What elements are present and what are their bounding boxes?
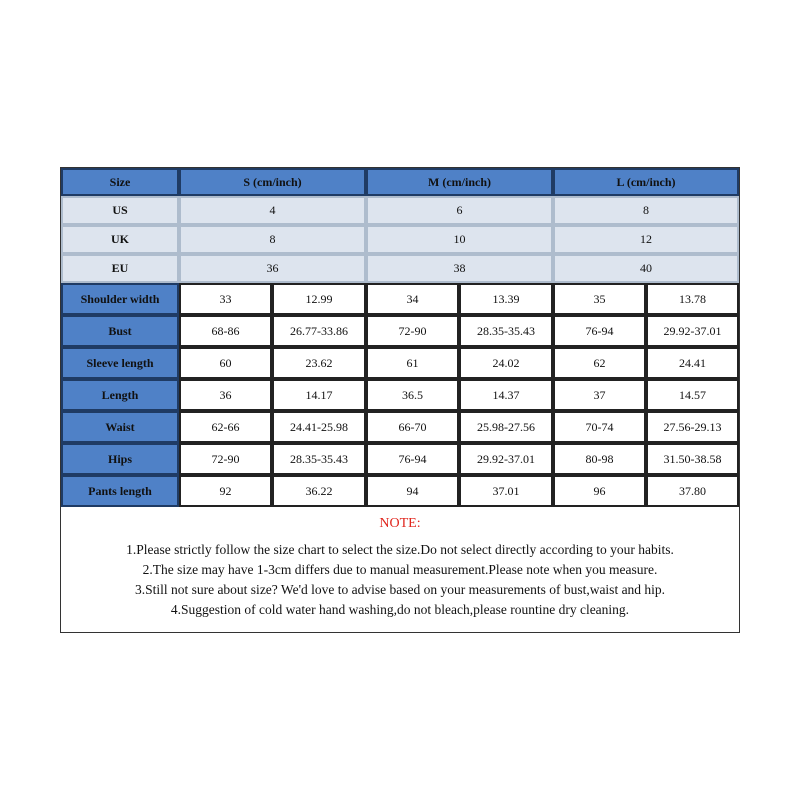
measurement-value: 70-74 xyxy=(553,411,646,443)
size-s-header: S (cm/inch) xyxy=(179,168,366,196)
measurement-label: Pants length xyxy=(61,475,179,507)
measurement-value: 80-98 xyxy=(553,443,646,475)
measurement-value: 37.01 xyxy=(459,475,553,507)
conversion-cell: 36 xyxy=(179,254,366,283)
size-header-cell: Size xyxy=(61,168,179,196)
measurement-value: 37.80 xyxy=(646,475,739,507)
conversion-cell: 10 xyxy=(366,225,553,254)
size-m-header: M (cm/inch) xyxy=(366,168,553,196)
measurement-value: 72-90 xyxy=(366,315,459,347)
measurement-value: 36.5 xyxy=(366,379,459,411)
measurement-label: Length xyxy=(61,379,179,411)
measurement-value: 23.62 xyxy=(272,347,366,379)
measurement-label: Shoulder width xyxy=(61,283,179,315)
us-row xyxy=(61,196,739,225)
measurement-value: 76-94 xyxy=(366,443,459,475)
row-label: US xyxy=(61,196,179,225)
measurement-value: 14.57 xyxy=(646,379,739,411)
conversion-cell: 38 xyxy=(366,254,553,283)
note-line-4: 4.Suggestion of cold water hand washing,do not bleach,please rountine dry cleaning. xyxy=(170,602,630,617)
measurement-value: 62-66 xyxy=(179,411,272,443)
measurement-value: 29.92-37.01 xyxy=(646,315,739,347)
measurement-value: 13.78 xyxy=(646,283,739,315)
measurement-value: 29.92-37.01 xyxy=(459,443,553,475)
row-label: UK xyxy=(61,225,179,254)
measurement-value: 14.17 xyxy=(272,379,366,411)
measurement-label: Hips xyxy=(61,443,179,475)
measurement-value: 24.41-25.98 xyxy=(272,411,366,443)
note-line-3: 3.Still not sure about size? We'd love to advise based on your measurements of bust,waist and hip. xyxy=(134,582,666,597)
measurement-value: 31.50-38.58 xyxy=(646,443,739,475)
conversion-cell: 12 xyxy=(553,225,739,254)
measurement-value: 34 xyxy=(366,283,459,315)
measurement-value: 25.98-27.56 xyxy=(459,411,553,443)
size-chart xyxy=(60,167,740,633)
measurement-value: 24.02 xyxy=(459,347,553,379)
measurement-value: 72-90 xyxy=(179,443,272,475)
measurement-row xyxy=(61,347,739,379)
measurement-value: 36 xyxy=(179,379,272,411)
row-label: EU xyxy=(61,254,179,283)
size-l-header: L (cm/inch) xyxy=(553,168,739,196)
measurement-value: 61 xyxy=(366,347,459,379)
conversion-cell: 4 xyxy=(179,196,366,225)
measurement-label: Waist xyxy=(61,411,179,443)
measurement-value: 28.35-35.43 xyxy=(459,315,553,347)
conversion-cell: 8 xyxy=(553,196,739,225)
measurement-row xyxy=(61,379,739,411)
measurement-value: 92 xyxy=(179,475,272,507)
note-section xyxy=(61,514,739,620)
measurement-value: 35 xyxy=(553,283,646,315)
measurement-value: 66-70 xyxy=(366,411,459,443)
note-title: NOTE: xyxy=(379,516,421,531)
conversion-cell: 8 xyxy=(179,225,366,254)
conversion-cell: 40 xyxy=(553,254,739,283)
measurement-label: Bust xyxy=(61,315,179,347)
measurement-row xyxy=(61,315,739,347)
size-table xyxy=(61,168,739,507)
uk-row xyxy=(61,225,739,254)
measurement-value: 62 xyxy=(553,347,646,379)
measurement-row xyxy=(61,443,739,475)
note-line-1: 1.Please strictly follow the size chart to select the size.Do not select directly according to your habits. xyxy=(126,542,674,557)
measurement-label: Sleeve length xyxy=(61,347,179,379)
measurement-value: 37 xyxy=(553,379,646,411)
conversion-cell: 6 xyxy=(366,196,553,225)
measurement-value: 13.39 xyxy=(459,283,553,315)
measurement-value: 24.41 xyxy=(646,347,739,379)
measurement-value: 27.56-29.13 xyxy=(646,411,739,443)
measurement-row xyxy=(61,411,739,443)
measurement-value: 94 xyxy=(366,475,459,507)
measurement-value: 26.77-33.86 xyxy=(272,315,366,347)
measurement-value: 96 xyxy=(553,475,646,507)
note-line-2: 2.The size may have 1-3cm differs due to manual measurement.Please note when you measure. xyxy=(142,562,658,577)
measurement-value: 68-86 xyxy=(179,315,272,347)
measurement-value: 14.37 xyxy=(459,379,553,411)
header-row xyxy=(61,168,739,196)
measurement-value: 60 xyxy=(179,347,272,379)
measurement-value: 28.35-35.43 xyxy=(272,443,366,475)
measurement-value: 12.99 xyxy=(272,283,366,315)
measurement-value: 76-94 xyxy=(553,315,646,347)
measurement-value: 36.22 xyxy=(272,475,366,507)
eu-row xyxy=(61,254,739,283)
measurement-row xyxy=(61,475,739,507)
measurement-value: 33 xyxy=(179,283,272,315)
measurement-row xyxy=(61,283,739,315)
